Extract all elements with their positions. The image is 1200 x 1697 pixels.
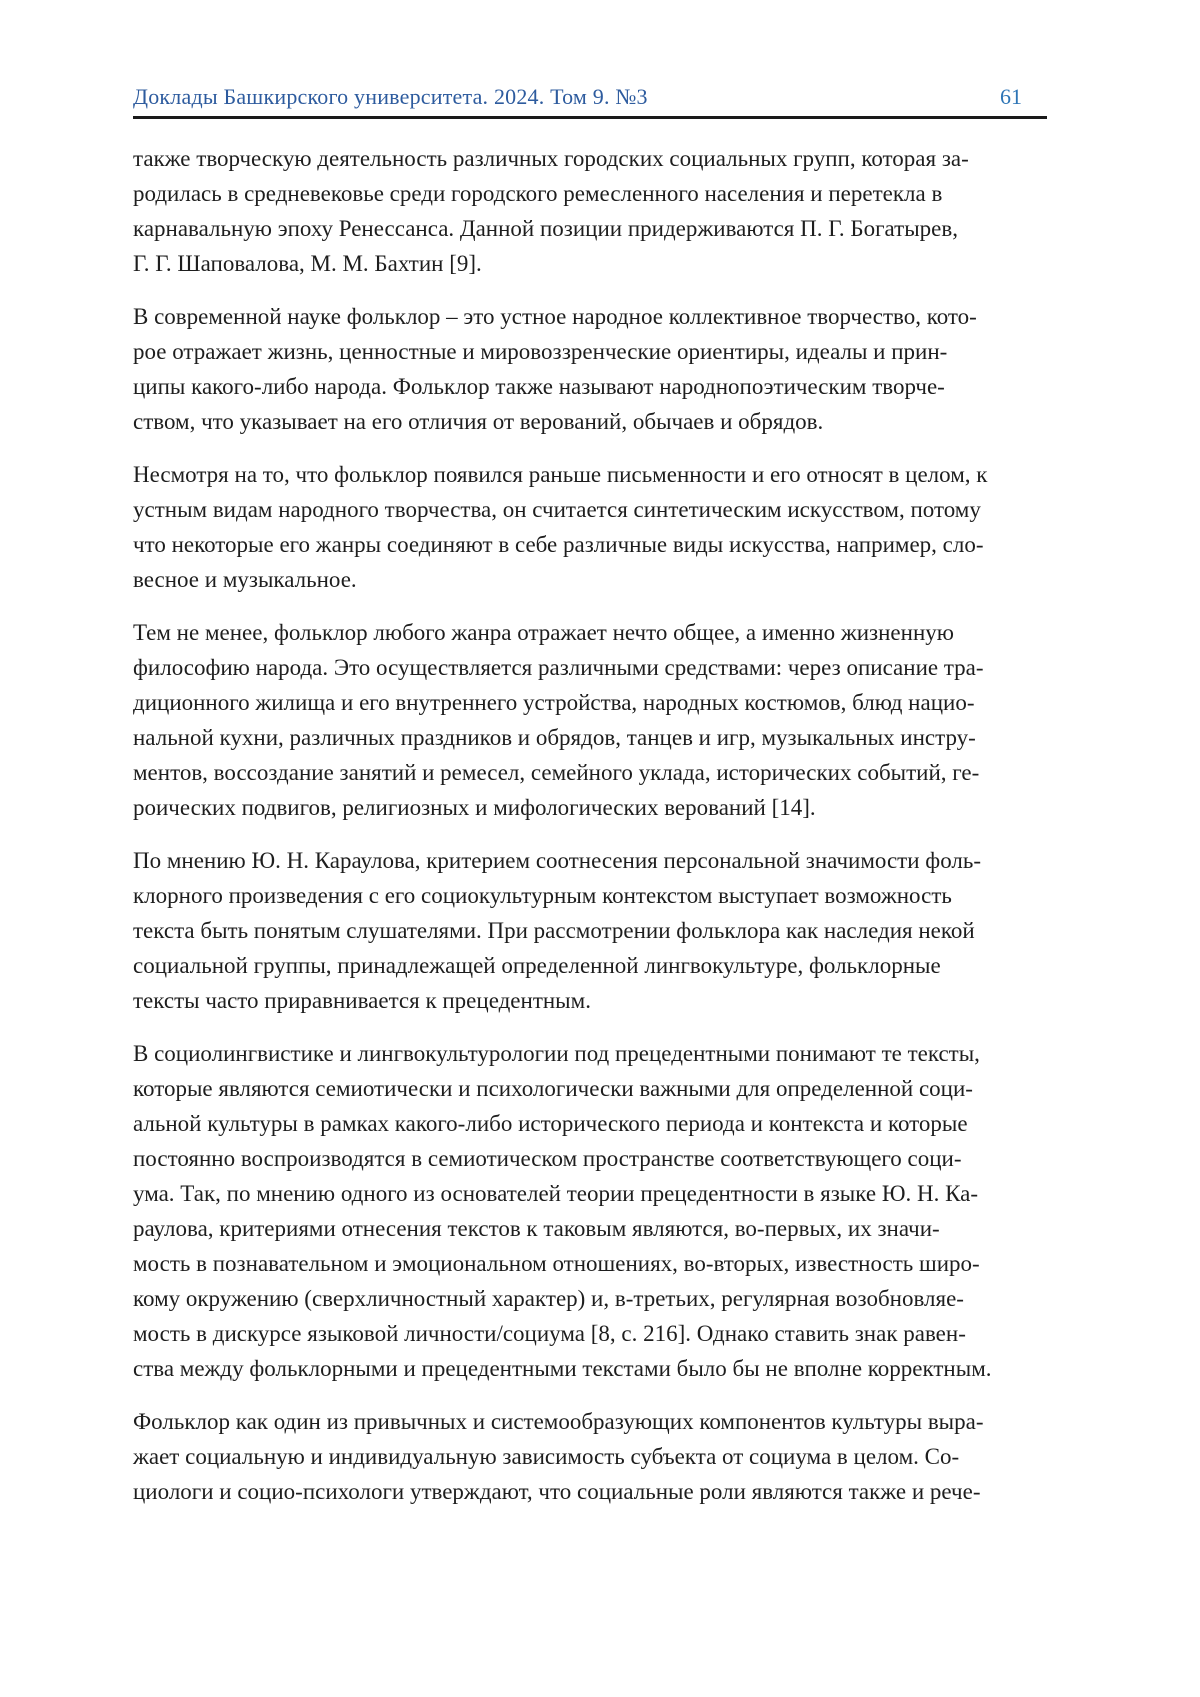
paragraph: также творческую деятельность различных городских социальных групп, которая за- родилась в средневековье среди городского ремесленного населения и перетекла в карнавальную эпоху Ренессанса. Данной позиции придерживаются П. Г. Богатырев, Г. Г. Шаповалова, М. М. Бахтин [9]. bbox=[133, 146, 969, 276]
paragraph: В современной науке фольклор – это устное народное коллективное творчество, кото- рое отражает жизнь, ценностные и мировоззренческие ориентиры, идеалы и прин- ципы какого-либо народа. Фольклор также называют народнопоэтическим творче- ством, что указывает на его отличия от верований, обычаев и обрядов. bbox=[133, 304, 977, 434]
paragraph: В социолингвистике и лингвокультурологии под прецедентными понимают те тексты, которые являются семиотически и психологически важными для определенной соци- альной культуры в рамках какого-либо исторического периода и контекста и которые постоянно воспроизводятся в семиотическом пространстве соответствующего соци- ума. Так, по мнению одного из основателей теории прецедентности в языке Ю. Н. Ка- раулова, критериями отнесения текстов к таковым являются, во-первых, их значи- мость в познавательном и эмоциональном отношениях, во-вторых, известность широ- кому окружению (сверхличностный характер) и, в-третьих, регулярная возобновляе- мость в дискурсе языковой личности/социума [8, с. 216]. Однако ставить знак равен- ства между фольклорными и прецедентными текстами было бы не вполне корректным. bbox=[133, 1041, 992, 1381]
header-rule bbox=[133, 116, 1047, 119]
paragraph: Несмотря на то, что фольклор появился раньше письменности и его относят в целом, к устным видам народного творчества, он считается синтетическим искусством, потому что некоторые его жанры соединяют в себе различные виды искусства, например, сло- весное и музыкальное. bbox=[133, 462, 988, 592]
running-header bbox=[133, 84, 1047, 110]
paragraph: Фольклор как один из привычных и системообразующих компонентов культуры выра- жает социальную и индивидуальную зависимость субъекта от социума в целом. Со- циологи и социо-психологи утверждают, что социальные роли являются также и рече- bbox=[133, 1409, 984, 1504]
article-body bbox=[133, 141, 1047, 1509]
journal-title: Доклады Башкирского университета. 2024. Том 9. №3 bbox=[133, 84, 648, 109]
paragraph: Тем не менее, фольклор любого жанра отражает нечто общее, а именно жизненную философию народа. Это осуществляется различными средствами: через описание тра- диционного жилища и его внутреннего устройства, народных костюмов, блюд нацио- нальной кухни, различных праздников и обрядов, танцев и игр, музыкальных инстру- ментов, воссоздание занятий и ремесел, семейного уклада, исторических событий, ге- роических подвигов, религиозных и мифологических верований [14]. bbox=[133, 620, 984, 820]
paragraph: По мнению Ю. Н. Караулова, критерием соотнесения персональной значимости фоль- клорного произведения с его социокультурным контекстом выступает возможность текста быть понятым слушателями. При рассмотрении фольклора как наследия некой социальной группы, принадлежащей определенной лингвокультуре, фольклорные тексты часто приравнивается к прецедентным. bbox=[133, 848, 982, 1013]
page-number: 61 bbox=[1000, 84, 1022, 109]
